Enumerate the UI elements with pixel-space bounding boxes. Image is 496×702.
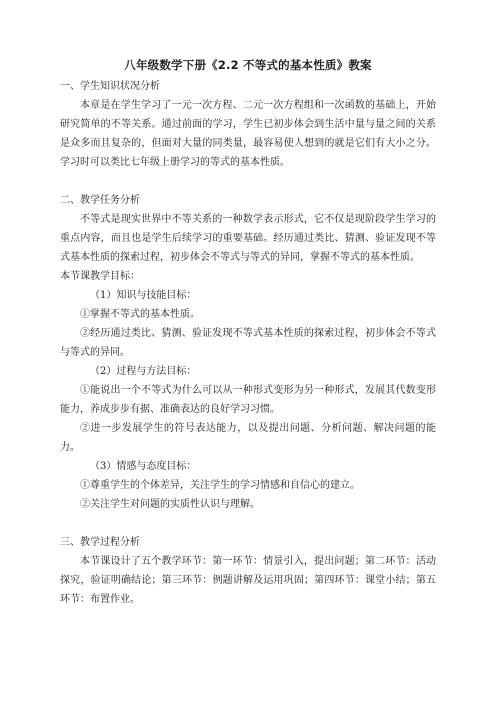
goal-process-label: （2）过程与方法目标：	[90, 366, 197, 377]
paragraph-student-analysis: 本章是在学生学习了一元一次方程、二元一次方程组和一次函数的基础上，开始研究简单的不等关系。通过前面的学习，学生已初步体会到生活中量与量之间的关系是众多而且复杂的，但面对大量的同类量，最容易使人想到的就是它们有大小之分。学习时可以类比七年级上册学习的等式的基本性质。	[60, 100, 436, 168]
goal-knowledge-item-2: ②经历通过类比、猜测、验证发现不等式基本性质的探索过程，初步体会不等式与等式的异同。	[60, 328, 436, 358]
goal-process-item-2: ②进一步发展学生的符号表达能力，以及提出问题、分析问题、解决问题的能力。	[60, 423, 436, 453]
section-heading-process-analysis: 三、教学过程分析	[60, 537, 140, 548]
goals-label: 本节课教学目标：	[60, 271, 140, 282]
goal-attitude-item-2: ②关注学生对问题的实质性认识与理解。	[80, 499, 260, 510]
section-spacer	[60, 514, 436, 533]
goal-attitude-item-1: ①尊重学生的个体差异，关注学生的学习情感和自信心的建立。	[80, 480, 360, 491]
section-heading-student-analysis: 一、学生知识状况分析	[60, 81, 160, 92]
paragraph-process-analysis: 本节课设计了五个教学环节：第一环节：情景引入，提出问题；第二环节：活动探究，验证明确结论；第三环节：例题讲解及运用巩固；第四环节：课堂小结；第五环节：布置作业。	[60, 556, 436, 605]
document-title: 八年级数学下册《2.2 不等式的基本性质》教案	[124, 58, 372, 72]
goal-process-item-1: ①能说出一个不等式为什么可以从一种形式变形为另一种形式，发展其代数变形能力，养成步步有据、准确表达的良好学习习惯。	[60, 385, 436, 415]
section-spacer	[60, 172, 436, 191]
goal-knowledge-item-1: ①掌握不等式的基本性质。	[80, 309, 200, 320]
goal-knowledge-label: （1）知识与技能目标：	[90, 290, 197, 301]
paragraph-task-analysis: 不等式是现实世界中不等关系的一种数学表示形式，它不仅是现阶段学生学习的重点内容，而且也是学生后续学习的重要基础。经历通过类比、猜测、验证发现不等式基本性质的探索过程，初步体会不等式与等式的异同，掌握不等式的基本性质。	[60, 214, 436, 263]
section-heading-task-analysis: 二、教学任务分析	[60, 195, 140, 206]
goal-attitude-label: （3）情感与态度目标：	[90, 461, 197, 472]
